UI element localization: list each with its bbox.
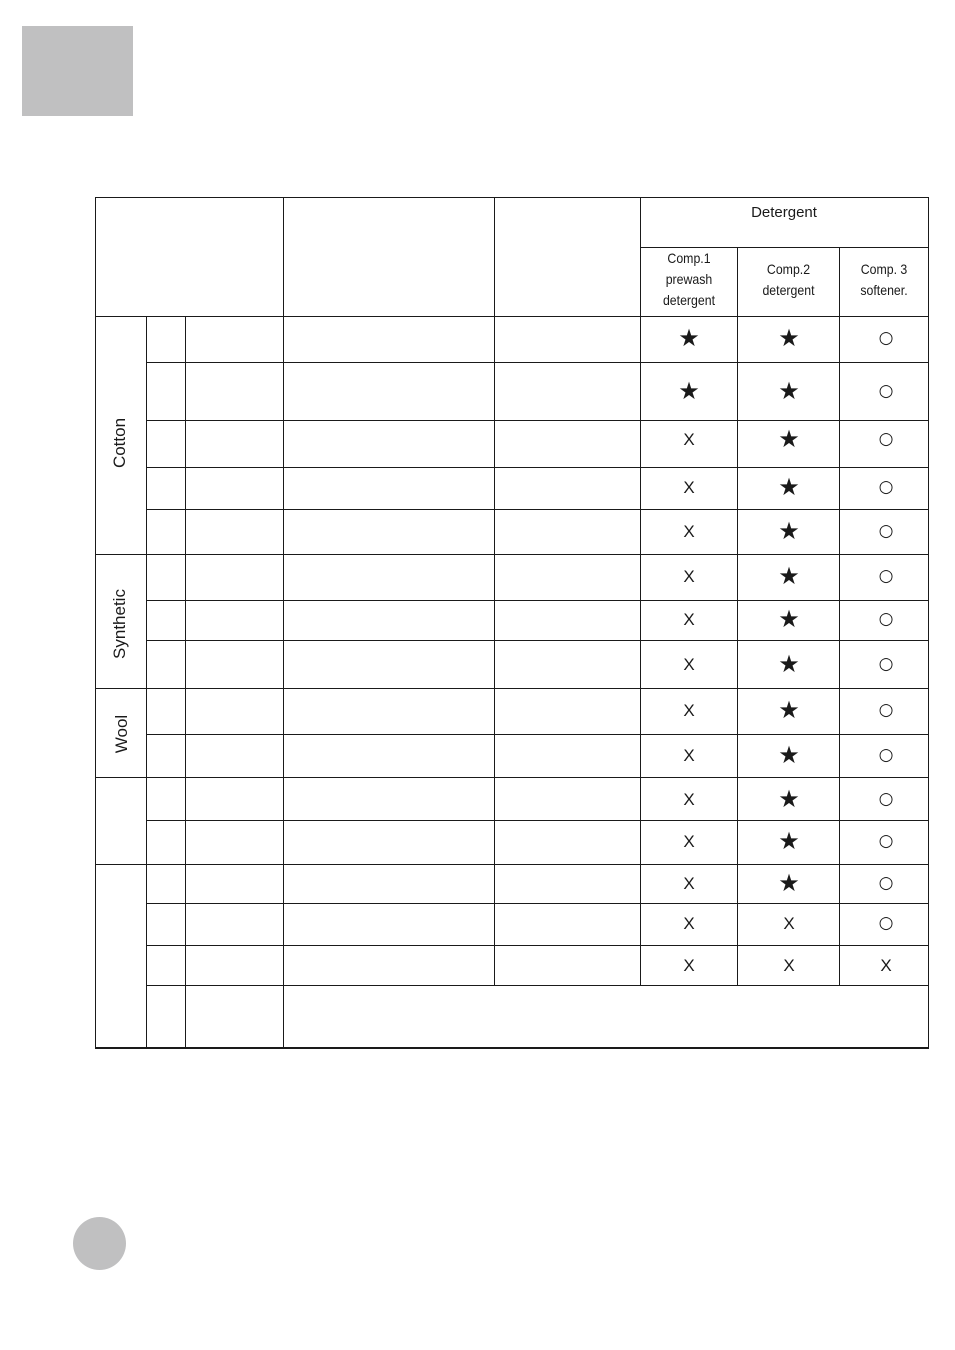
- x-mark-icon: X: [683, 522, 695, 541]
- star-icon: ★: [778, 741, 800, 769]
- x-mark-icon: X: [783, 956, 795, 975]
- star-icon: ★: [678, 324, 700, 352]
- x-mark-icon: X: [683, 956, 695, 975]
- page-number-circle: [73, 1217, 126, 1270]
- x-mark-icon: X: [683, 610, 695, 629]
- star-icon: ★: [678, 377, 700, 405]
- star-icon: ★: [778, 517, 800, 545]
- x-mark-icon: X: [683, 746, 695, 765]
- x-mark-icon: X: [683, 655, 695, 674]
- comp2-line2: detergent: [762, 282, 815, 298]
- x-mark-icon: X: [683, 874, 695, 893]
- comp1-line2: prewash: [665, 271, 713, 287]
- x-mark-icon: X: [880, 956, 892, 975]
- circle-icon: ○: [878, 609, 894, 629]
- circle-icon: ○: [878, 831, 894, 851]
- circle-icon: ○: [878, 521, 894, 541]
- category-cotton: Cotton: [110, 417, 129, 469]
- x-mark-icon: X: [683, 701, 695, 720]
- circle-icon: ○: [878, 566, 894, 586]
- circle-icon: ○: [878, 913, 894, 933]
- x-mark-icon: X: [683, 478, 695, 497]
- star-icon: ★: [778, 785, 800, 813]
- x-mark-icon: X: [683, 567, 695, 586]
- detergent-header: Detergent: [751, 204, 817, 221]
- comp3-line2: softener.: [860, 282, 908, 298]
- x-mark-icon: X: [783, 914, 795, 933]
- comp3-line1: Comp. 3: [860, 261, 908, 277]
- star-icon: ★: [778, 324, 800, 352]
- star-icon: ★: [778, 650, 800, 678]
- comp2-line1: Comp.2: [766, 261, 811, 277]
- circle-icon: ○: [878, 328, 894, 348]
- star-icon: ★: [778, 425, 800, 453]
- comp2-header: [744, 259, 833, 301]
- star-icon: ★: [778, 377, 800, 405]
- comp3-header: [845, 259, 922, 301]
- x-mark-icon: X: [683, 914, 695, 933]
- circle-icon: ○: [878, 873, 894, 893]
- circle-icon: ○: [878, 381, 894, 401]
- star-icon: ★: [778, 473, 800, 501]
- x-mark-icon: X: [683, 430, 695, 449]
- star-icon: ★: [778, 827, 800, 855]
- star-icon: ★: [778, 869, 800, 897]
- x-mark-icon: X: [683, 790, 695, 809]
- circle-icon: ○: [878, 789, 894, 809]
- circle-icon: ○: [878, 429, 894, 449]
- category-synthetic: Synthetic: [110, 589, 129, 659]
- circle-icon: ○: [878, 700, 894, 720]
- comp1-line1: Comp.1: [667, 250, 711, 266]
- star-icon: ★: [778, 562, 800, 590]
- star-icon: ★: [778, 696, 800, 724]
- circle-icon: ○: [878, 654, 894, 674]
- comp1-header: [647, 248, 731, 311]
- circle-icon: ○: [878, 745, 894, 765]
- star-icon: ★: [778, 605, 800, 633]
- category-wool: Wool: [112, 714, 131, 754]
- comp1-line3: detergent: [662, 292, 716, 308]
- circle-icon: ○: [878, 477, 894, 497]
- x-mark-icon: X: [683, 832, 695, 851]
